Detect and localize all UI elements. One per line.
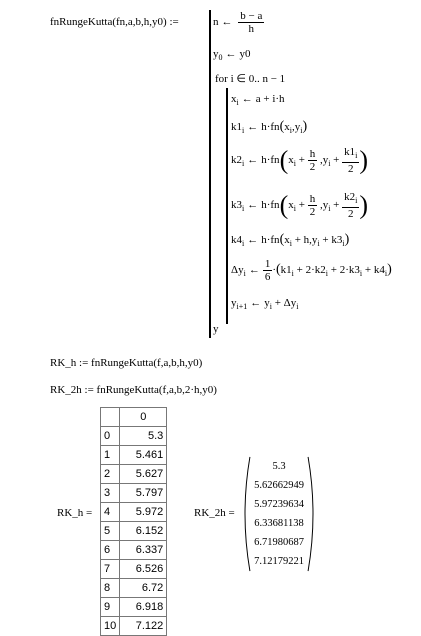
- table-row: 10 7.122: [101, 617, 167, 636]
- vector-item: 6.71980687: [254, 537, 304, 548]
- function-signature: fnRungeKutta(fn,a,b,h,y0) :=: [50, 16, 179, 28]
- rk-h-assignment: RK_h := fnRungeKutta(f,a,b,h,y0): [50, 357, 203, 369]
- rk-h-label: RK_h =: [57, 507, 93, 519]
- line-k4: $k4_i$ ← $h\cdot fn(x_i + h,y_i + k3_i)$: [231, 232, 350, 248]
- program-bar-inner: [226, 88, 229, 324]
- rk-2h-label: RK_2h =: [194, 507, 235, 519]
- table-row: 9 6.918: [101, 598, 167, 617]
- line-k1: $k1_i$ ← $h\cdot fn(x_i,y_i)$: [231, 119, 308, 135]
- table-row: 2 5.627: [101, 465, 167, 484]
- rk-2h-vector[interactable]: [238, 455, 320, 575]
- n-numerator: b − a: [240, 10, 263, 22]
- line-xi: $x_i$ ← a + i·h: [231, 93, 285, 107]
- vector-item: 5.62662949: [254, 480, 304, 491]
- line-y-next: $y_{i+1}$ ← $y_i + \Delta y_i$: [231, 297, 299, 311]
- table-row: 8 6.72: [101, 579, 167, 598]
- vector-item: 5.97239634: [254, 499, 304, 510]
- table-row: 3 5.797: [101, 484, 167, 503]
- vector-item: 5.3: [272, 461, 286, 472]
- line-n: n ← $\frac{b - a}{h}$: [213, 10, 263, 35]
- table-row: 0 5.3: [101, 427, 167, 446]
- table-row: 5 6.152: [101, 522, 167, 541]
- table-row: 6 6.337: [101, 541, 167, 560]
- right-paren-icon: [306, 455, 320, 573]
- rk-h-column-header: 0: [120, 408, 167, 427]
- for-loop-header: for i ∈ 0.. n − 1: [215, 73, 286, 85]
- return-value: y: [213, 323, 219, 335]
- rk-2h-assignment: RK_2h := fnRungeKutta(f,a,b,2·h,y0): [50, 384, 217, 396]
- table-row: 7 6.526: [101, 560, 167, 579]
- program-bar-outer: [209, 10, 212, 338]
- table-row: 4 5.972: [101, 503, 167, 522]
- line-k2: $k2_i$ ← $h\cdot fn(x_i$ + $\frac{h}{2}$ $,y_i$ + $\frac{k1_i}{2}$ ): [231, 145, 369, 175]
- n-denominator: h: [248, 23, 255, 35]
- vector-item: 6.33681138: [254, 518, 304, 529]
- line-k3: $k3_i$ ← $h\cdot fn(x_i$ + $\frac{h}{2}$ $,y_i$ + $\frac{k2_i}{2}$ ): [231, 190, 369, 220]
- line-y0: $y_0$ ← y0: [213, 48, 251, 62]
- rk-h-table[interactable]: [100, 407, 167, 636]
- line-delta-y: $\Delta y_i$ ← $\frac{1}{6}$ $\cdot(k1_i + 2\cdot k2_i + 2\cdot k3_i + k4_i)$: [231, 258, 392, 283]
- vector-item: 7.12179221: [254, 556, 304, 567]
- table-row: 1 5.461: [101, 446, 167, 465]
